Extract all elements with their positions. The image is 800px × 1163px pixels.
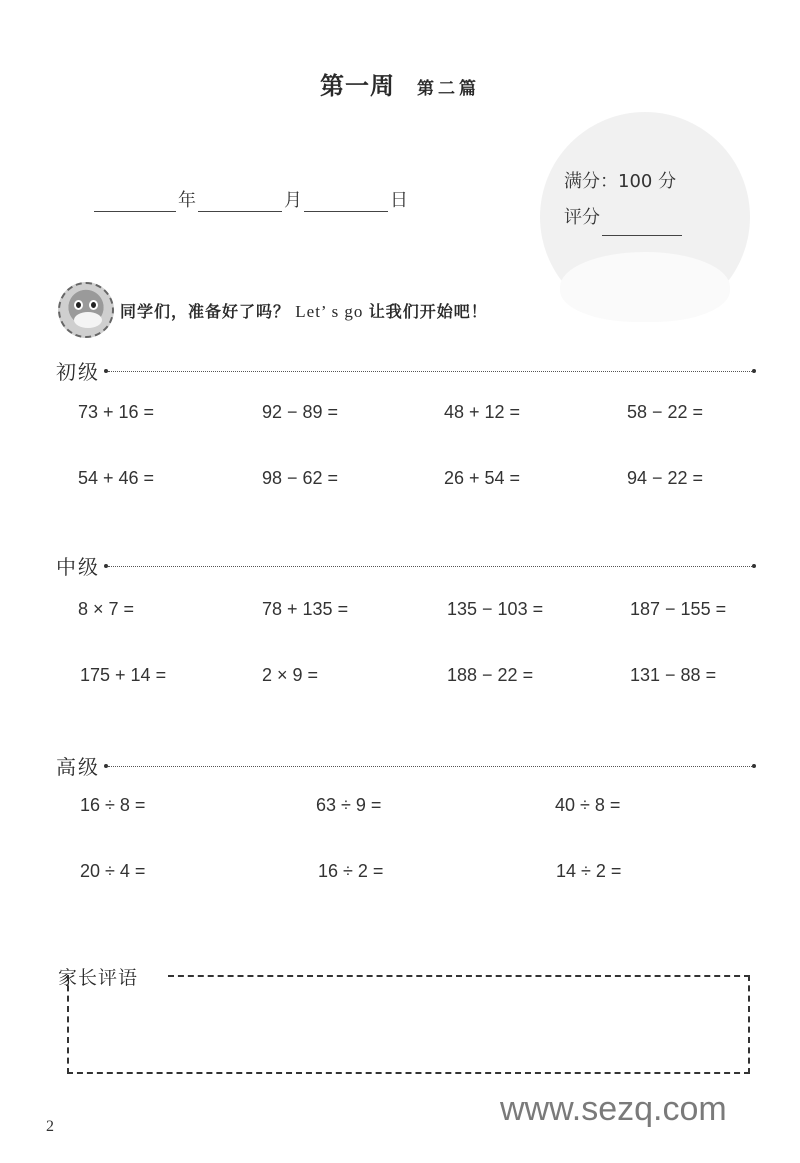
page-number: 2 bbox=[46, 1118, 54, 1135]
problem: 187 − 155 = bbox=[630, 599, 727, 619]
problem: 94 − 22 = bbox=[627, 468, 704, 488]
score-box bbox=[564, 164, 684, 236]
problem: 63 ÷ 9 = bbox=[316, 795, 382, 815]
section-label: 初级 bbox=[56, 360, 100, 384]
problem: 73 + 16 = bbox=[78, 402, 155, 422]
problem: 26 + 54 = bbox=[444, 468, 521, 488]
month-label: 月 bbox=[284, 190, 302, 211]
dotted-divider bbox=[108, 766, 752, 767]
problem: 48 + 12 = bbox=[444, 402, 521, 422]
page-header bbox=[0, 66, 800, 101]
lesson-subtitle: 第二篇 bbox=[417, 79, 480, 99]
problem: 16 ÷ 8 = bbox=[80, 795, 146, 815]
problem: 58 − 22 = bbox=[627, 402, 704, 422]
problem: 92 − 89 = bbox=[262, 402, 339, 422]
problem: 40 ÷ 8 = bbox=[555, 795, 621, 815]
score-blank[interactable] bbox=[602, 218, 682, 236]
problem: 98 − 62 = bbox=[262, 468, 339, 488]
dot-icon bbox=[752, 564, 756, 568]
problem: 14 ÷ 2 = bbox=[556, 861, 622, 881]
section-label: 高级 bbox=[56, 755, 100, 779]
month-blank[interactable] bbox=[198, 194, 282, 212]
dotted-divider bbox=[108, 371, 752, 372]
parent-comment-box-top-border bbox=[168, 975, 750, 977]
intro-text-cn: 同学们，准备好了吗？ bbox=[120, 301, 291, 321]
parent-comment-label: 家长评语 bbox=[58, 967, 139, 989]
parent-comment-box[interactable] bbox=[67, 975, 750, 1074]
mascot-snout-icon bbox=[74, 312, 102, 328]
intro-banner bbox=[58, 282, 488, 338]
year-blank[interactable] bbox=[94, 194, 176, 212]
section-header-intermediate bbox=[56, 551, 756, 580]
intro-text bbox=[120, 299, 488, 322]
day-blank[interactable] bbox=[304, 194, 388, 212]
score-label: 评分 bbox=[564, 207, 600, 228]
problem: 78 + 135 = bbox=[262, 599, 349, 619]
site-watermark: www.sezq.com bbox=[500, 1090, 727, 1128]
dotted-divider bbox=[108, 566, 752, 567]
mascot-eye-icon bbox=[89, 300, 98, 310]
problem: 188 − 22 = bbox=[447, 665, 534, 685]
problem: 16 ÷ 2 = bbox=[318, 861, 384, 881]
problem: 54 + 46 = bbox=[78, 468, 155, 488]
problem: 135 − 103 = bbox=[447, 599, 544, 619]
problem: 20 ÷ 4 = bbox=[80, 861, 146, 881]
section-header-beginner bbox=[56, 356, 756, 385]
mascot-eye-icon bbox=[74, 300, 83, 310]
mascot-icon bbox=[58, 282, 114, 338]
full-marks: 满分：100 分 bbox=[564, 171, 677, 192]
problem: 131 − 88 = bbox=[630, 665, 717, 685]
section-header-advanced bbox=[56, 751, 756, 780]
dot-icon bbox=[752, 369, 756, 373]
section-label: 中级 bbox=[56, 555, 100, 579]
date-line bbox=[92, 186, 408, 212]
day-label: 日 bbox=[390, 190, 408, 211]
week-title: 第一周 bbox=[320, 72, 395, 100]
intro-text-cn-end: 让我们开始吧！ bbox=[368, 301, 488, 321]
year-label: 年 bbox=[178, 190, 196, 211]
dot-icon bbox=[752, 764, 756, 768]
problem: 2 × 9 = bbox=[262, 665, 319, 685]
intro-text-latin: Let’ s go bbox=[290, 301, 369, 321]
problem: 8 × 7 = bbox=[78, 599, 135, 619]
problem: 175 + 14 = bbox=[80, 665, 167, 685]
